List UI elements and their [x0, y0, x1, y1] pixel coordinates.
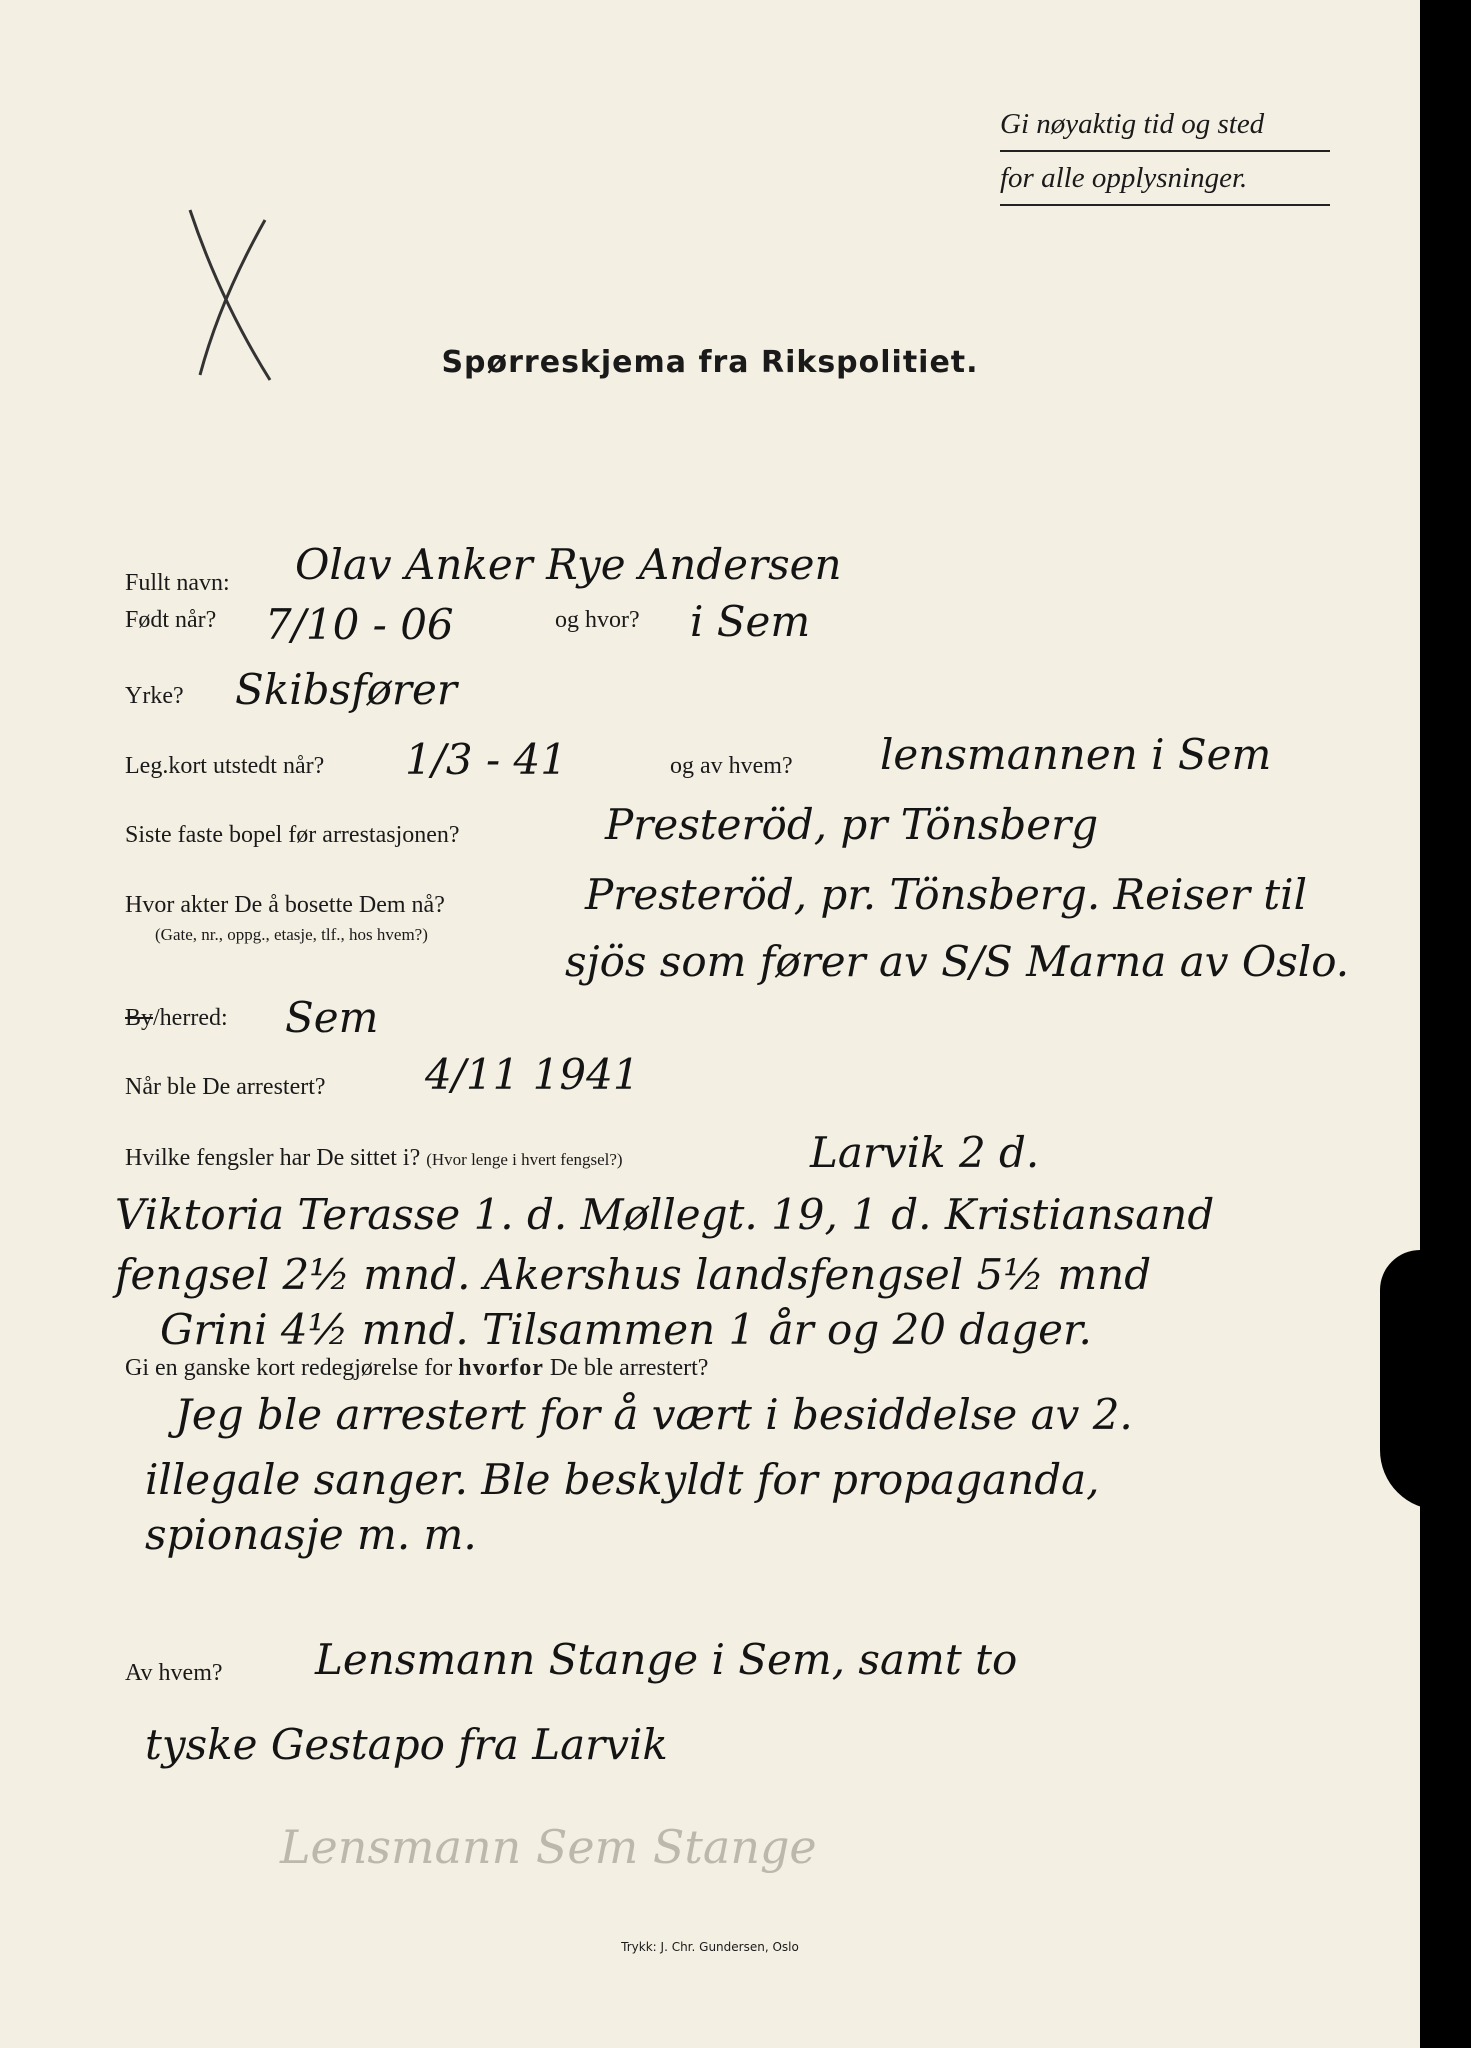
notice-line-1: Gi nøyaktig tid og sted	[1000, 98, 1330, 152]
municipality-value: Sem	[285, 993, 379, 1042]
prisons-value-1: Larvik 2 d.	[810, 1128, 1040, 1177]
why-label	[125, 1355, 708, 1382]
settle-label: Hvor akter De å bosette Dem nå?	[125, 892, 445, 918]
last-address-value: Presteröd, pr Tönsberg	[605, 800, 1099, 849]
why-label-emphasis: hvorfor	[458, 1355, 544, 1381]
municipality-label-struck: By	[125, 1005, 154, 1031]
faded-signature-stamp: Lensmann Sem Stange	[280, 1820, 817, 1874]
legkort-when-label: Leg.kort utstedt når?	[125, 753, 325, 779]
arrested-value: 4/11 1941	[425, 1050, 640, 1099]
legkort-by-value: lensmannen i Sem	[880, 730, 1272, 779]
printer-imprint: Trykk: J. Chr. Gundersen, Oslo	[621, 1940, 799, 1954]
name-value: Olav Anker Rye Andersen	[295, 540, 842, 589]
arrested-label: Når ble De arrestert?	[125, 1074, 326, 1100]
prisons-value-3: fengsel 2½ mnd. Akershus landsfengsel 5½ mnd	[115, 1250, 1152, 1299]
occupation-value: Skibsfører	[235, 665, 457, 714]
born-where-label: og hvor?	[555, 607, 640, 633]
occupation-label: Yrke?	[125, 683, 184, 709]
form-title: Spørreskjema fra Rikspolitiet.	[441, 345, 979, 380]
municipality-label-text: /herred:	[153, 1005, 228, 1031]
why-value-2: illegale sanger. Ble beskyldt for propaganda,	[145, 1455, 1100, 1504]
why-label-text: Gi en ganske kort redegjørelse for	[125, 1355, 453, 1381]
why-label-end: De ble arrestert?	[549, 1355, 709, 1381]
born-when-value: 7/10 - 06	[265, 600, 454, 649]
name-label: Fullt navn:	[125, 570, 230, 596]
born-where-value: i Sem	[690, 597, 811, 646]
notice-line-2: for alle opplysninger.	[1000, 152, 1330, 206]
prisons-sub: (Hvor lenge i hvert fengsel?)	[426, 1150, 623, 1169]
by-whom-label: Av hvem?	[125, 1660, 223, 1686]
last-address-label: Siste faste bopel før arrestasjonen?	[125, 822, 460, 848]
by-whom-value-2: tyske Gestapo fra Larvik	[145, 1720, 668, 1769]
born-when-label: Født når?	[125, 607, 217, 633]
settle-sub: (Gate, nr., oppg., etasje, tlf., hos hvem?)	[155, 925, 428, 944]
prisons-value-2: Viktoria Terasse 1. d. Møllegt. 19, 1 d. Kristiansand	[115, 1190, 1215, 1239]
prisons-value-4: Grini 4½ mnd. Tilsammen 1 år og 20 dager.	[160, 1305, 1092, 1354]
legkort-when-value: 1/3 - 41	[405, 735, 567, 784]
prisons-label	[125, 1145, 623, 1172]
instruction-notice	[1000, 98, 1330, 206]
by-whom-value-1: Lensmann Stange i Sem, samt to	[315, 1635, 1018, 1684]
why-value-1: Jeg ble arrestert for å vært i besiddelse av 2.	[175, 1390, 1133, 1439]
municipality-label	[125, 1005, 228, 1032]
settle-value-2: sjös som fører av S/S Marna av Oslo.	[565, 937, 1350, 986]
prisons-label-text: Hvilke fengsler har De sittet i?	[125, 1145, 421, 1171]
torn-edge	[1380, 1250, 1460, 1510]
why-value-3: spionasje m. m.	[145, 1510, 477, 1559]
legkort-by-label: og av hvem?	[670, 753, 793, 779]
settle-value-1: Presteröd, pr. Tönsberg. Reiser til	[585, 870, 1308, 919]
